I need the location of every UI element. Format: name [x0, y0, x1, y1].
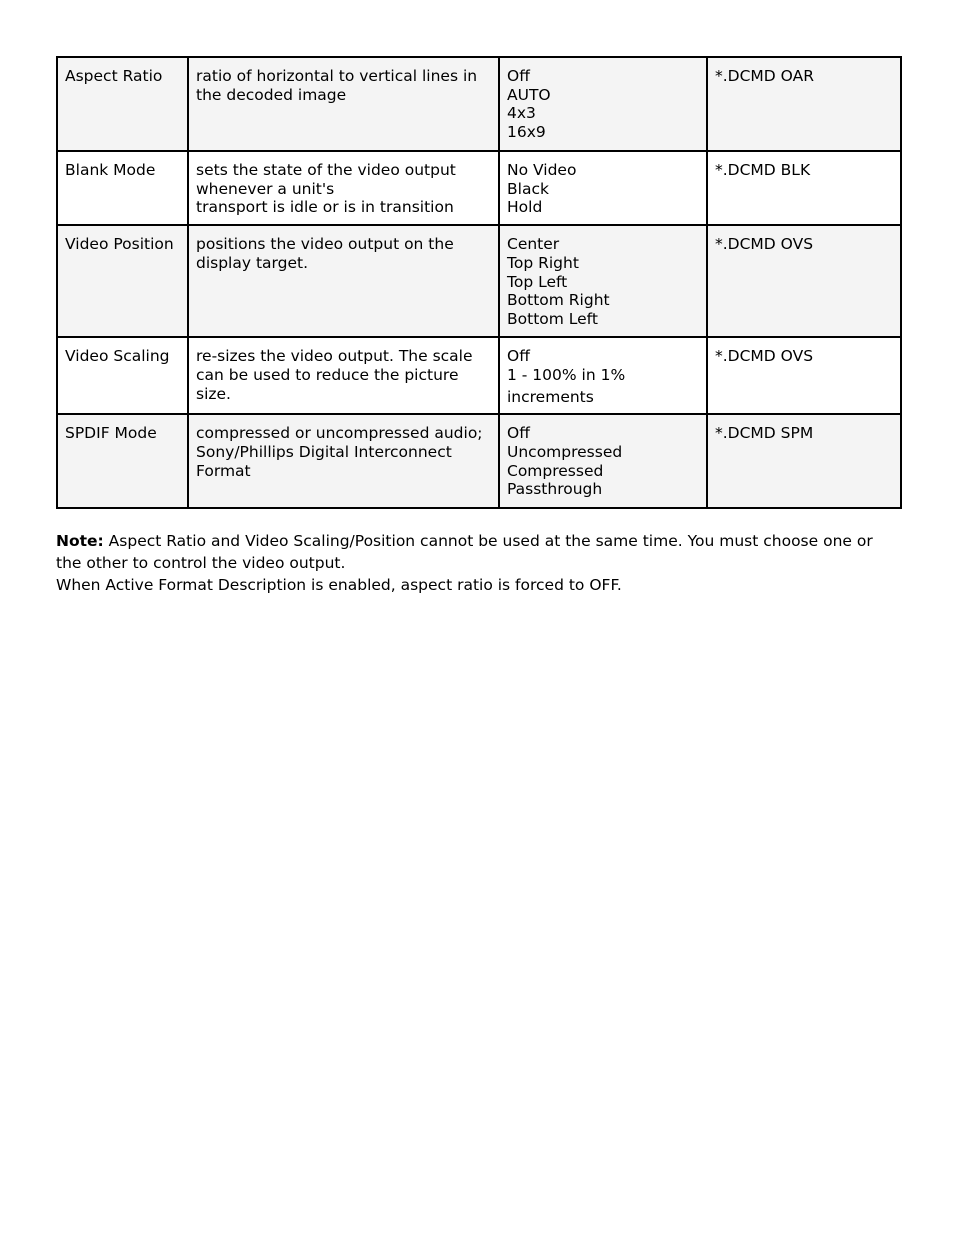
setting-description-cell — [188, 151, 499, 225]
setting-command-cell — [707, 225, 901, 337]
setting-value: Top Left — [507, 272, 568, 291]
setting-values-cell — [499, 57, 707, 151]
setting-command: *.DCMD OVS — [715, 347, 814, 366]
setting-command-cell — [707, 57, 901, 151]
setting-value: Bottom Left — [507, 309, 598, 328]
setting-description: sets the state of the video output whenever a unit's — [196, 161, 456, 198]
setting-name: Blank Mode — [65, 161, 156, 179]
setting-value: Center — [507, 235, 560, 254]
setting-name-cell — [57, 337, 188, 414]
setting-values-cell — [499, 151, 707, 225]
setting-command: *.DCMD OAR — [715, 67, 814, 85]
document-page — [56, 56, 900, 596]
setting-command-cell — [707, 151, 901, 225]
setting-value: Uncompressed — [507, 442, 623, 461]
setting-value: Compressed — [507, 461, 604, 480]
setting-description-cell — [188, 337, 499, 414]
setting-description: positions the video output on the display target. — [196, 235, 454, 272]
setting-command: *.DCMD SPM — [715, 424, 814, 443]
setting-description: compressed or uncompressed audio; Sony/Phillips Digital Interconnect Format — [196, 424, 483, 480]
table-row — [57, 225, 901, 337]
setting-value: Off — [507, 424, 530, 443]
table-row — [57, 57, 901, 151]
setting-value: Top Right — [507, 253, 579, 272]
note-block — [56, 530, 900, 596]
setting-description-cell — [188, 414, 499, 508]
note-label: Note: — [56, 532, 104, 551]
note-text: Aspect Ratio and Video Scaling/Position cannot be used at the same time. You must choose one or the other to control the video output. — [56, 532, 873, 573]
setting-values-cell — [499, 225, 707, 337]
setting-value: Hold — [507, 198, 543, 217]
setting-value: Bottom Right — [507, 291, 610, 310]
setting-value: Passthrough — [507, 480, 603, 499]
setting-name: Video Scaling — [65, 347, 170, 366]
setting-value: Off — [507, 347, 530, 366]
setting-name: Video Position — [65, 235, 174, 254]
setting-name-cell — [57, 225, 188, 337]
setting-description: ratio of horizontal to vertical lines in the decoded image — [196, 67, 478, 104]
setting-values-cell — [499, 337, 707, 414]
setting-value: 16x9 — [507, 123, 546, 142]
setting-description: re-sizes the video output. The scale can be used to reduce the picture size. — [196, 347, 473, 403]
setting-name-cell — [57, 151, 188, 225]
setting-description-cell — [188, 57, 499, 151]
setting-value: No Video — [507, 161, 577, 179]
setting-name: Aspect Ratio — [65, 67, 163, 85]
setting-value: 1 - 100% in 1% — [507, 365, 626, 384]
setting-command: *.DCMD BLK — [715, 161, 811, 179]
table-row — [57, 414, 901, 508]
setting-command-cell — [707, 337, 901, 414]
video-settings-table — [56, 56, 902, 509]
setting-command-cell — [707, 414, 901, 508]
setting-value: AUTO — [507, 85, 551, 104]
setting-name-cell — [57, 414, 188, 508]
note-paragraph — [56, 530, 900, 574]
note-afd-text: When Active Format Description is enabled, aspect ratio is forced to OFF. — [56, 576, 622, 595]
setting-name-cell — [57, 57, 188, 151]
table-row — [57, 151, 901, 225]
setting-value: Off — [507, 67, 530, 85]
table-row — [57, 337, 901, 414]
setting-values-cell — [499, 414, 707, 508]
setting-value: 4x3 — [507, 104, 536, 123]
setting-command: *.DCMD OVS — [715, 235, 814, 254]
setting-description: transport is idle or is in transition — [196, 198, 454, 217]
setting-name: SPDIF Mode — [65, 424, 157, 443]
setting-value: Black — [507, 179, 549, 198]
setting-value: increments — [507, 387, 594, 406]
setting-description-cell — [188, 225, 499, 337]
